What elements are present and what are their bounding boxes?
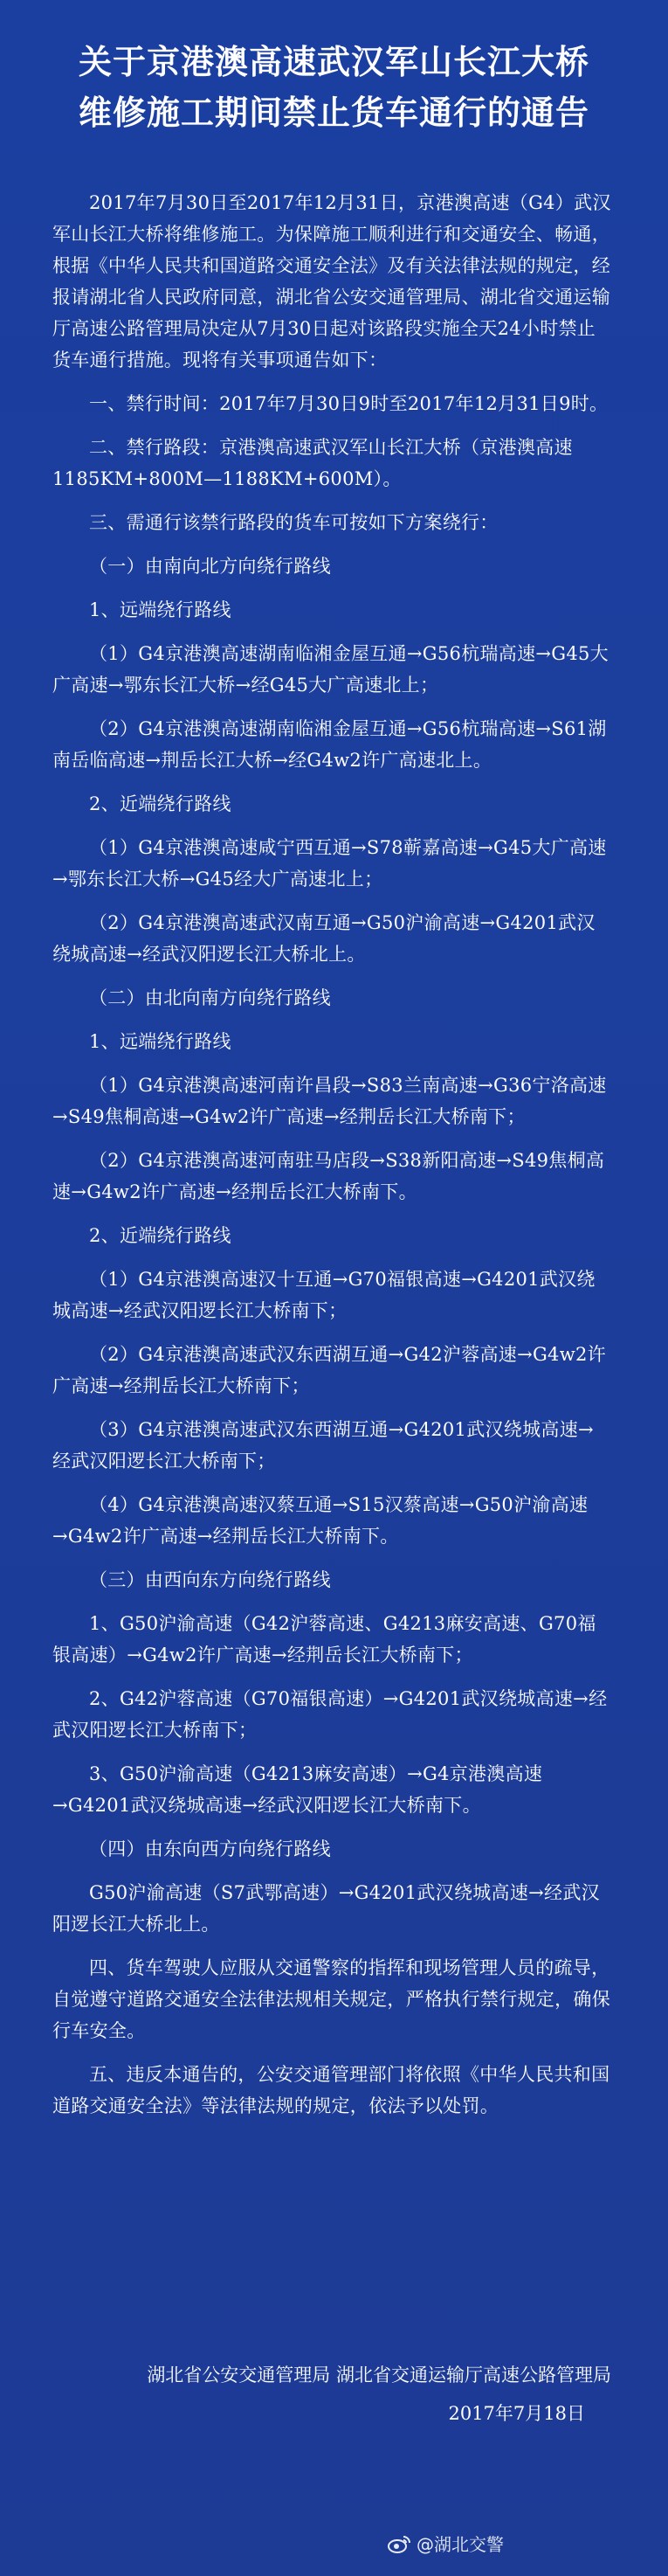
route-item: G50沪渝高速（S7武鄂高速）→G4201武汉绕城高速→经武汉阳逻长江大桥北上。 bbox=[52, 1882, 600, 1935]
paragraph: 二、禁行路段：京港澳高速武汉军山长江大桥（京港澳高速1185KM+800M—1188KM+600M）。 bbox=[52, 437, 573, 489]
subsection-heading: 2、近端绕行路线 bbox=[89, 1225, 231, 1246]
route-item: （1）G4京港澳高速咸宁西互通→S78蕲嘉高速→G45大广高速→鄂东长江大桥→G45经大广高速北上； bbox=[52, 837, 607, 890]
notice-footer bbox=[52, 2359, 611, 2429]
route-item: （1）G4京港澳高速汉十互通→G70福银高速→G4201武汉绕城高速→经武汉阳逻长江大桥南下； bbox=[52, 1269, 596, 1321]
route-item: 3、G50沪渝高速（G4213麻安高速）→G4京港澳高速→G4201武汉绕城高速→经武汉阳逻长江大桥南下。 bbox=[52, 1763, 543, 1816]
subsection-heading: 2、近端绕行路线 bbox=[89, 793, 231, 814]
issuing-authorities: 湖北省公安交通管理局 湖北省交通运输厅高速公路管理局 bbox=[147, 2365, 611, 2386]
paragraph: 五、违反本通告的，公安交通管理部门将依照《中华人民共和国道路交通安全法》等法律法规的规定，依法予以处罚。 bbox=[52, 2064, 610, 2116]
weibo-watermark bbox=[387, 2531, 504, 2556]
section-heading: （二）由北向南方向绕行路线 bbox=[89, 987, 331, 1008]
subsection-heading: 1、远端绕行路线 bbox=[89, 1031, 231, 1052]
paragraph: 2017年7月30日至2017年12月31日，京港澳高速（G4）武汉军山长江大桥将维修施工。为保障施工顺利进行和交通安全、畅通，根据《中华人民共和国道路交通安全法》及有关法律法规的规定，经报请湖北省人民政府同意，湖北省公安交通管理局、湖北省交通运输厅高速公路管理局决定从7月30日起对该路段实施全天24小时禁止货车通行措施。现将有关事项通告如下： bbox=[52, 192, 611, 370]
notice-title bbox=[0, 0, 668, 138]
route-item: （2）G4京港澳高速武汉南互通→G50沪渝高速→G4201武汉绕城高速→经武汉阳逻长江大桥北上。 bbox=[52, 912, 596, 965]
route-item: 1、G50沪渝高速（G42沪蓉高速、G4213麻安高速、G70福银高速）→G4w2许广高速→经荆岳长江大桥南下； bbox=[52, 1613, 596, 1665]
route-item: （2）G4京港澳高速河南驻马店段→S38新阳高速→S49焦桐高速→G4w2许广高速→经荆岳长江大桥南下。 bbox=[52, 1150, 605, 1202]
section-heading: （一）由南向北方向绕行路线 bbox=[89, 556, 331, 577]
title-line-1: 关于京港澳高速武汉军山长江大桥 bbox=[78, 42, 589, 81]
route-item: （2）G4京港澳高速武汉东西湖互通→G42沪蓉高速→G4w2许广高速→经荆岳长江大桥南下； bbox=[52, 1344, 606, 1396]
title-line-2: 维修施工期间禁止货车通行的通告 bbox=[78, 93, 589, 132]
route-item: （3）G4京港澳高速武汉东西湖互通→G4201武汉绕城高速→经武汉阳逻长江大桥南下； bbox=[52, 1419, 594, 1472]
section-heading: （三）由西向东方向绕行路线 bbox=[89, 1569, 331, 1590]
issue-date: 2017年7月18日 bbox=[448, 2403, 585, 2424]
section-heading: （四）由东向西方向绕行路线 bbox=[89, 1839, 331, 1859]
route-item: （1）G4京港澳高速湖南临湘金屋互通→G56杭瑞高速→G45大广高速→鄂东长江大桥→经G45大广高速北上； bbox=[52, 643, 609, 696]
paragraph: 一、禁行时间：2017年7月30日9时至2017年12月31日9时。 bbox=[89, 393, 609, 414]
route-item: （4）G4京港澳高速汉蔡互通→S15汉蔡高速→G50沪渝高速→G4w2许广高速→经荆岳长江大桥南下。 bbox=[52, 1494, 589, 1547]
paragraph: 三、需通行该禁行路段的货车可按如下方案绕行： bbox=[89, 512, 499, 533]
route-item: 2、G42沪蓉高速（G70福银高速）→G4201武汉绕城高速→经武汉阳逻长江大桥南下； bbox=[52, 1688, 608, 1741]
paragraph: 四、货车驾驶人应服从交通警察的指挥和现场管理人员的疏导，自觉遵守道路交通安全法律法规相关规定，严格执行禁行规定，确保行车安全。 bbox=[52, 1957, 610, 2041]
weibo-icon bbox=[387, 2534, 411, 2553]
route-item: （2）G4京港澳高速湖南临湘金屋互通→G56杭瑞高速→S61湖南岳临高速→荆岳长江大桥→经G4w2许广高速北上。 bbox=[52, 718, 607, 771]
subsection-heading: 1、远端绕行路线 bbox=[89, 599, 231, 620]
watermark-text: @湖北交警 bbox=[417, 2534, 504, 2555]
notice-body bbox=[52, 187, 611, 2134]
route-item: （1）G4京港澳高速河南许昌段→S83兰南高速→G36宁洛高速→S49焦桐高速→G4w2许广高速→经荆岳长江大桥南下； bbox=[52, 1075, 607, 1127]
